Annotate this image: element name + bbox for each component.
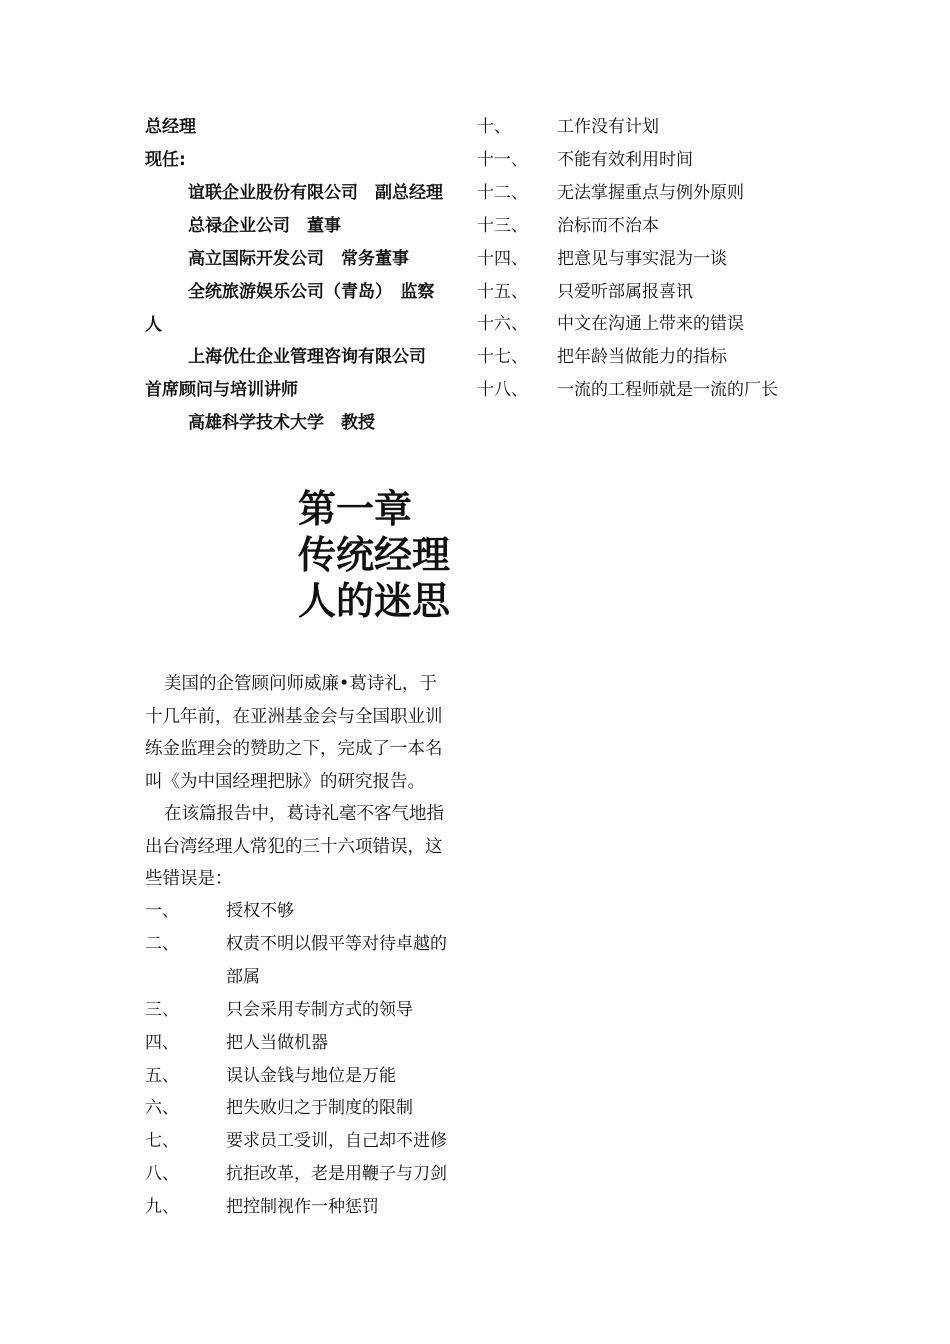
list-number: 十二、 (477, 183, 528, 203)
bio-title: 总经理 (145, 117, 196, 137)
list-text: 只爱听部属报喜讯 (557, 282, 693, 302)
list-text: 把人当做机器 (226, 1033, 328, 1053)
list-text: 把意见与事实混为一谈 (557, 249, 727, 269)
bio-position-cont: 人 (145, 315, 162, 335)
list-item (0, 215, 950, 237)
list-number: 十四、 (477, 249, 528, 269)
list-item (0, 149, 950, 171)
bio-position: 谊联企业股份有限公司 副总经理 (188, 183, 443, 203)
list-text: 无法掌握重点与例外原则 (557, 183, 744, 203)
list-number: 九、 (145, 1197, 179, 1217)
list-number: 一、 (145, 901, 179, 921)
list-number: 三、 (145, 1000, 179, 1020)
bio-position: 总禄企业公司 董事 (188, 216, 341, 236)
list-text: 把年龄当做能力的指标 (557, 347, 727, 367)
list-text: 把控制视作一种惩罚 (226, 1197, 379, 1217)
list-item (0, 379, 950, 401)
list-number: 十、 (477, 117, 511, 137)
list-number: 十三、 (477, 216, 528, 236)
chapter-title (298, 486, 498, 624)
list-number: 二、 (145, 934, 179, 954)
list-text: 要求员工受训，自己却不进修 (226, 1131, 447, 1151)
paragraph-line: 十几年前，在亚洲基金会与全国职业训 (145, 706, 443, 727)
bio-position: 高立国际开发公司 常务董事 (188, 249, 409, 269)
paragraph-line: 练金监理会的赞助之下，完成了一本名 (145, 739, 443, 759)
body-paragraph (145, 798, 475, 896)
list-item (0, 182, 950, 204)
list-number: 八、 (145, 1164, 179, 1184)
bio-position: 高雄科学技术大学 教授 (188, 413, 375, 433)
paragraph-line: 叫《为中国经理把脉》的研究报告。 (145, 771, 425, 792)
list-text: 部属 (226, 967, 260, 987)
list-text: 把失败归之于制度的限制 (226, 1098, 413, 1118)
list-number: 五、 (145, 1066, 179, 1086)
list-text: 只会采用专制方式的领导 (226, 1000, 413, 1020)
list-text: 误认金钱与地位是万能 (226, 1066, 396, 1086)
paragraph-line: 出台湾经理人常犯的三十六项错误，这 (145, 836, 443, 857)
body-paragraph (145, 668, 475, 798)
list-item (0, 116, 950, 138)
list-number: 十八、 (477, 380, 528, 400)
chapter-title-line: 传统经理 (298, 533, 451, 577)
chapter-title-line: 人的迷思 (298, 579, 451, 623)
bio-position-cont: 首席顾问与培训讲师 (145, 380, 298, 400)
list-text: 治标而不治本 (557, 216, 659, 236)
chapter-title-line: 第一章 (298, 487, 413, 531)
list-number: 七、 (145, 1131, 179, 1151)
list-number: 六、 (145, 1098, 179, 1118)
list-item (0, 346, 950, 368)
list-number: 十七、 (477, 347, 528, 367)
list-text: 授权不够 (226, 901, 294, 921)
list-number: 十六、 (477, 314, 528, 334)
list-number: 四、 (145, 1033, 179, 1053)
list-text: 抗拒改革，老是用鞭子与刀剑 (226, 1164, 447, 1184)
list-item (0, 248, 950, 270)
list-text: 不能有效利用时间 (557, 150, 693, 170)
list-number: 十五、 (477, 282, 528, 302)
bio-current-label: 现任: (145, 150, 186, 170)
paragraph-line: 在该篇报告中，葛诗礼毫不客气地指 (164, 804, 444, 824)
list-item (0, 313, 950, 335)
list-number: 十一、 (477, 150, 528, 170)
list-text: 一流的工程师就是一流的厂长 (557, 380, 778, 400)
list-text: 工作没有计划 (557, 117, 659, 137)
list-text: 中文在沟通上带来的错误 (557, 314, 744, 334)
paragraph-line: 些错误是： (145, 869, 233, 889)
bio-position: 全统旅游娱乐公司（青岛） 监察 (188, 282, 435, 302)
paragraph-line: 美国的企管顾问师威廉•葛诗礼，于 (164, 674, 437, 694)
list-item (0, 281, 950, 303)
bio-position: 上海优仕企业管理咨询有限公司 (188, 347, 426, 367)
list-text: 权责不明以假平等对待卓越的 (226, 934, 447, 954)
